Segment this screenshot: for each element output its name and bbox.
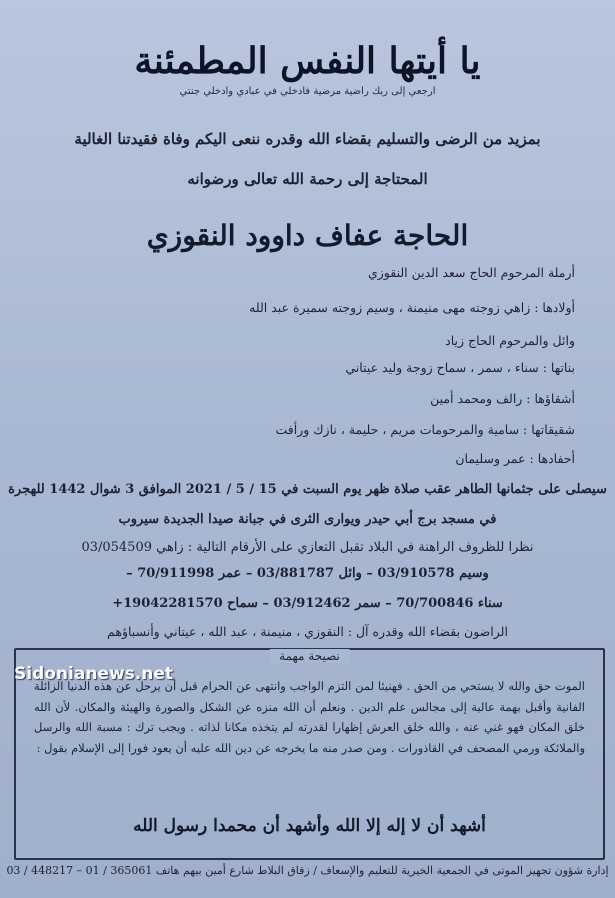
watermark: Sidonianews.net: [14, 664, 173, 684]
footer-divider: [40, 858, 575, 859]
shahada-text: أشهد أن لا إله إلا الله وأشهد أن محمدا رسول الله: [133, 816, 486, 836]
family-brothers: أشقاؤها : رالف ومحمد أمين: [430, 391, 575, 406]
quran-verse-continuation: ارجعي إلى ربك راضية مرضية فادخلي في عبادي وادخلي جنتي: [179, 86, 436, 97]
family-husband: أرملة المرحوم الحاج سعد الدين النقوزي: [367, 265, 575, 280]
condolence-phones-line1: وسيم 03/910578 – وائل 03/881787 – عمر 70/911998 –: [126, 566, 489, 581]
condolence-intro: نظرا للظروف الراهنة في البلاد تقبل التعازي على الأرقام التالية : زاهي 03/054509: [81, 540, 534, 555]
funeral-details-line2: في مسجد برج أبي حيدر ويوارى الثرى في جبانة صيدا الجديدة سيروب: [118, 512, 497, 527]
footer-contact: إدارة شؤون تجهيز الموتى في الجمعية الخيرية للتعليم والإسعاف / زقاق البلاط شارع أمين بيهم هاتف 365061 / 01 – 448217 / 03: [6, 864, 609, 877]
family-daughters: بناتها : سناء ، سمر ، سماح زوجة وليد عيتاني: [345, 360, 575, 375]
family-grandchildren: أحفادها : عمر وسليمان: [455, 451, 575, 466]
mourners-families: الراضون بقضاء الله وقدره آل : النقوزي ، منيمنة ، عبد الله ، عيتاني وأنسباؤهم: [107, 624, 508, 639]
announcement-intro-line2: المحتاجة إلى رحمة الله تعالى ورضوانه: [187, 170, 428, 188]
condolence-phones-line2: سناء 70/700846 – سمر 03/912462 – سماح 19042281570+: [112, 596, 503, 611]
announcement-intro-line1: بمزيد من الرضى والتسليم بقضاء الله وقدره ننعى اليكم وفاة فقيدتنا الغالية: [74, 130, 541, 148]
advice-text: الموت حق والله لا يستحي من الحق . فهنيئا لمن التزم الواجب وانتهى عن الحرام قبل أن يرحل عن هذه الدنيا الزائلة الفانية وأقبل بهمة عالية إلى مجالس علم الدين . ونعلم أن الله منزه عن الشكل والصورة والهيئة والمكان. لأن الله خلق المكان فهو غني عنه ، والله خلق العرش إظهارا لقدرته لم يتخذه مكانا لذاته . ويجب ترك : مسبة الله والرسل والملائكة ورمي المصحف في القاذورات . ومن صدر منه ما يخرجه عن دين الله عليه أن يعود فورا إلى الإسلام بقول :: [34, 679, 585, 755]
family-children-line2: وائل والمرحوم الحاج زياد: [445, 333, 575, 348]
quran-verse-heading: يا أيتها النفس المطمئنة: [134, 40, 481, 82]
deceased-name: الحاجة عفاف داوود النقوزي: [146, 219, 469, 252]
family-sisters: شقيقاتها : سامية والمرحومات مريم ، حليمة ، نازك ورأفت: [275, 422, 575, 437]
advice-box-title: نصيحة مهمة: [269, 649, 350, 663]
family-children-line1: أولادها : زاهي زوجته مهى منيمنة ، وسيم زوجته سميرة عبد الله: [249, 300, 575, 315]
funeral-details-line1: سيصلى على جثمانها الطاهر عقب صلاة ظهر يوم السبت في 15 / 5 / 2021 الموافق 3 شوال 1442 للهجرة: [8, 482, 607, 497]
